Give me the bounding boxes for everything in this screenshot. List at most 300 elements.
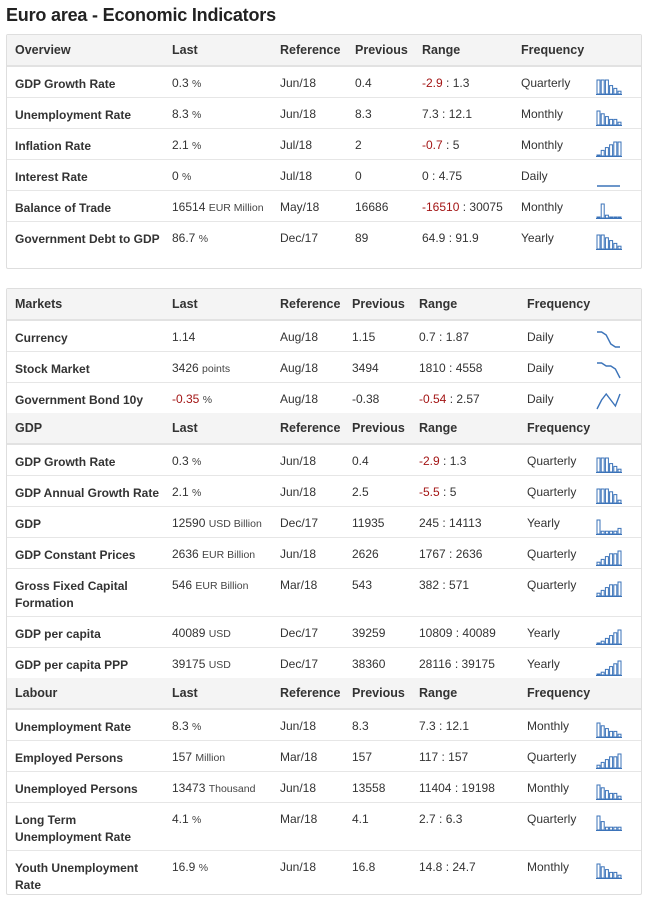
last-value: 546 xyxy=(172,577,193,592)
previous-value: 0.4 xyxy=(344,444,411,475)
indicator-name-link[interactable]: GDP Growth Rate xyxy=(7,444,164,475)
previous-value: 16.8 xyxy=(344,850,411,894)
range-high: 19198 xyxy=(461,780,495,795)
indicator-name-link[interactable]: GDP per capita PPP xyxy=(7,647,164,678)
sparkline-cell[interactable] xyxy=(595,771,641,802)
unit-label: % xyxy=(192,486,202,499)
unit-label: points xyxy=(202,362,231,375)
sparkline-bar xyxy=(605,759,608,767)
range-low: 64.9 xyxy=(422,230,446,245)
last-value: 2636 xyxy=(172,546,199,561)
sparkline-cell[interactable] xyxy=(595,616,641,647)
last-value-cell xyxy=(164,802,272,850)
previous-value: 8.3 xyxy=(347,97,414,128)
sparkline-cell[interactable] xyxy=(595,475,641,506)
indicator-name-link[interactable]: Interest Rate xyxy=(7,159,164,190)
sparkline-bar xyxy=(601,235,604,249)
reference-date: Dec/17 xyxy=(272,221,347,268)
sparkline-cell[interactable] xyxy=(595,647,641,678)
last-value: 13473 xyxy=(172,780,206,795)
sparkline-bar xyxy=(605,790,608,798)
indicator-row-unemployment-rate[interactable] xyxy=(7,709,641,740)
indicator-row-gdp-constant-prices[interactable] xyxy=(7,537,641,568)
range-high: 4558 xyxy=(455,360,483,375)
range-low: 14.8 xyxy=(419,859,443,874)
sparkline-bar xyxy=(618,551,621,565)
unit-label: % xyxy=(198,232,209,245)
sparkline-bar xyxy=(601,590,604,596)
range-cell: 1810 : 4558 xyxy=(411,351,519,382)
sparkline-cell[interactable] xyxy=(595,850,641,894)
sparkline-bar xyxy=(605,116,608,124)
sparkline-bar xyxy=(597,520,600,534)
range-high: 1.3 xyxy=(449,454,467,468)
sparkline-bar xyxy=(610,531,613,534)
range-high: 4.75 xyxy=(438,168,463,183)
sparkline-bar xyxy=(605,80,608,94)
section-title: GDP xyxy=(7,413,164,444)
reference-date: May/18 xyxy=(272,190,347,221)
indicator-name-link[interactable]: Unemployment Rate xyxy=(7,709,164,740)
unit-label: % xyxy=(202,393,213,406)
indicator-row-gdp[interactable] xyxy=(7,506,641,537)
range-cell: -2.9 : 1.3 xyxy=(414,66,513,97)
sparkline-bar xyxy=(610,827,613,830)
range-high: 24.7 xyxy=(452,859,476,874)
sparkline-bar xyxy=(618,217,621,218)
last-value: 157 xyxy=(172,749,193,764)
last-value: 1.14 xyxy=(172,330,196,344)
gdp-annual-growth-rate-sparkline-icon xyxy=(595,485,623,505)
sparkline-bar xyxy=(610,872,613,878)
sparkline-bar xyxy=(618,661,621,675)
sparkline-bar xyxy=(605,237,608,248)
sparkline-bar xyxy=(601,458,604,472)
frequency-label: Monthly xyxy=(513,128,595,159)
indicator-row-government-debt-to-gdp[interactable] xyxy=(7,221,641,268)
sparkline-cell[interactable] xyxy=(595,159,641,190)
sparkline-bar xyxy=(597,785,600,799)
range-cell: -2.9 : 1.3 xyxy=(411,444,519,475)
sparkline-bar xyxy=(601,204,604,218)
sparkline-cell[interactable] xyxy=(595,740,641,771)
unit-label: EUR Million xyxy=(208,201,264,214)
previous-value: 2.5 xyxy=(344,475,411,506)
unemployment-rate-sparkline-icon xyxy=(595,107,623,127)
last-value: 0.3 xyxy=(172,76,189,90)
last-value: 0 xyxy=(172,168,179,183)
sparkline-cell[interactable] xyxy=(595,802,641,850)
sparkline-cell[interactable] xyxy=(595,382,641,413)
column-header-range: Range xyxy=(414,35,513,66)
range-low: -2.9 xyxy=(419,454,440,468)
sparkline-bar xyxy=(597,80,600,94)
frequency-label: Daily xyxy=(519,351,595,382)
section-title: Labour xyxy=(7,678,164,709)
sparkline-cell[interactable] xyxy=(595,320,641,351)
reference-date: Jun/18 xyxy=(272,850,344,894)
sparkline-bar xyxy=(601,559,604,565)
column-header-last: Last xyxy=(164,413,272,444)
indicator-row-gdp-per-capita[interactable] xyxy=(7,616,641,647)
sparkline-bar xyxy=(605,827,608,830)
unit-label: Thousand xyxy=(208,782,256,795)
reference-date: Aug/18 xyxy=(272,382,344,413)
balance-of-trade-sparkline-icon xyxy=(595,200,623,220)
indicator-row-gdp-per-capita-ppp[interactable] xyxy=(7,647,641,678)
frequency-label: Quarterly xyxy=(519,475,595,506)
last-value-cell xyxy=(164,850,272,894)
frequency-label: Monthly xyxy=(513,97,595,128)
range-low: 7.3 xyxy=(422,106,439,121)
reference-date: Jun/18 xyxy=(272,66,347,97)
sparkline-bar xyxy=(614,663,617,674)
last-value-cell xyxy=(164,740,272,771)
range-cell: -16510 : 30075 xyxy=(414,190,513,221)
indicator-row-long-term-unemployment-rate[interactable] xyxy=(7,802,641,850)
section-title: Markets xyxy=(7,289,164,320)
previous-value: 4.1 xyxy=(344,802,411,850)
range-cell: 245 : 14113 xyxy=(411,506,519,537)
indicator-row-gdp-growth-rate[interactable] xyxy=(7,444,641,475)
range-cell: 117 : 157 xyxy=(411,740,519,771)
previous-value: 89 xyxy=(347,221,414,268)
unit-label: USD Billion xyxy=(208,517,262,530)
sparkline-bar xyxy=(610,464,613,472)
indicator-name-link[interactable]: GDP Annual Growth Rate xyxy=(7,475,164,506)
column-header-last: Last xyxy=(164,678,272,709)
frequency-label: Quarterly xyxy=(519,740,595,771)
sparkline-bar xyxy=(605,556,608,564)
sparkline-bar xyxy=(601,113,604,124)
sparkline-bar xyxy=(601,762,604,768)
indicator-name-link[interactable]: Currency xyxy=(7,320,164,351)
range-high: 30075 xyxy=(469,199,503,214)
sparkline-bar xyxy=(614,119,617,125)
reference-date: Jun/18 xyxy=(272,475,344,506)
government-debt-to-gdp-sparkline-icon xyxy=(595,231,623,251)
sparkline-cell[interactable] xyxy=(595,66,641,97)
previous-value: 8.3 xyxy=(344,709,411,740)
sparkline-bar xyxy=(597,593,600,596)
reference-date: Jun/18 xyxy=(272,97,347,128)
range-low: 117 xyxy=(419,749,439,764)
range-high: 571 xyxy=(449,577,470,592)
last-value: 12590 xyxy=(172,515,206,530)
range-low: -2.9 xyxy=(422,76,443,90)
indicator-row-government-bond-10y[interactable] xyxy=(7,382,641,413)
indicator-name-link[interactable]: Employed Persons xyxy=(7,740,164,771)
sparkline-bar xyxy=(597,155,600,156)
last-value: 8.3 xyxy=(172,106,189,121)
indicator-row-gdp-growth-rate[interactable] xyxy=(7,66,641,97)
unit-label: EUR Billion xyxy=(202,548,256,561)
unit-label: % xyxy=(198,861,209,874)
indicator-name-link[interactable]: Government Debt to GDP xyxy=(7,221,164,268)
gdp-growth-rate-sparkline-icon xyxy=(595,76,623,96)
unit-label: % xyxy=(192,108,202,121)
sparkline-bar xyxy=(601,80,604,94)
frequency-label: Yearly xyxy=(519,506,595,537)
indicator-name-link[interactable]: Unemployment Rate xyxy=(7,97,164,128)
previous-value: 157 xyxy=(344,740,411,771)
column-header-frequency: Frequency xyxy=(519,678,595,709)
last-value-cell xyxy=(164,351,272,382)
column-header-previous: Previous xyxy=(347,35,414,66)
range-low: 2.7 xyxy=(419,811,436,826)
previous-value: 543 xyxy=(344,568,411,616)
range-low: -0.7 xyxy=(422,137,443,152)
indicator-name-link[interactable]: Balance of Trade xyxy=(7,190,164,221)
indicator-name-link[interactable]: Youth Unemployment Rate xyxy=(7,850,164,894)
sparkline-bar xyxy=(618,469,621,472)
range-high: 5 xyxy=(452,137,460,152)
indicator-row-unemployment-rate[interactable] xyxy=(7,97,641,128)
indicator-row-employed-persons[interactable] xyxy=(7,740,641,771)
indicator-name-link[interactable]: Long Term Unemployment Rate xyxy=(7,802,164,850)
previous-value: 38360 xyxy=(344,647,411,678)
previous-value: 3494 xyxy=(344,351,411,382)
last-value-cell xyxy=(164,444,272,475)
sparkline-bar xyxy=(601,489,604,503)
section-header-markets xyxy=(7,289,641,320)
range-high: 12.1 xyxy=(445,719,470,733)
sparkline-bar xyxy=(614,217,617,218)
indicator-name-link[interactable]: Inflation Rate xyxy=(7,128,164,159)
sparkline-bar xyxy=(605,869,608,877)
sparkline-cell[interactable] xyxy=(595,537,641,568)
sparkline-bar xyxy=(614,632,617,643)
indicator-name-link[interactable]: Gross Fixed Capital Formation xyxy=(7,568,164,616)
frequency-label: Quarterly xyxy=(519,802,595,850)
range-low: 382 xyxy=(419,577,440,592)
column-header-previous: Previous xyxy=(344,413,411,444)
last-value-cell xyxy=(164,475,272,506)
range-low: 245 xyxy=(419,515,440,530)
sparkline-bar xyxy=(605,729,608,737)
reference-date: Jun/18 xyxy=(272,537,344,568)
column-header-chart xyxy=(595,289,641,320)
sparkline-cell[interactable] xyxy=(595,97,641,128)
sparkline-bar xyxy=(618,630,621,644)
sparkline-bar xyxy=(605,458,608,472)
sparkline-cell[interactable] xyxy=(595,506,641,537)
column-header-reference: Reference xyxy=(272,413,344,444)
frequency-label: Yearly xyxy=(513,221,595,268)
sparkline-bar xyxy=(597,217,600,218)
sparkline-bar xyxy=(610,553,613,564)
unit-label: % xyxy=(192,456,202,468)
last-value: 16514 xyxy=(172,199,206,214)
column-header-last: Last xyxy=(164,289,272,320)
indicator-table xyxy=(7,289,641,894)
reference-date: Jun/18 xyxy=(272,771,344,802)
indicator-row-balance-of-trade[interactable] xyxy=(7,190,641,221)
sparkline-bar xyxy=(605,587,608,595)
sparkline-cell[interactable] xyxy=(595,351,641,382)
reference-date: Mar/18 xyxy=(272,802,344,850)
sparkline-bar xyxy=(614,731,617,737)
sparkline-cell[interactable] xyxy=(595,444,641,475)
range-high: 91.9 xyxy=(455,230,479,245)
column-header-range: Range xyxy=(411,413,519,444)
interest-rate-sparkline-icon xyxy=(595,169,623,189)
indicator-name-link[interactable]: GDP xyxy=(7,506,164,537)
range-low: 1810 xyxy=(419,360,446,375)
range-cell: 11404 : 19198 xyxy=(411,771,519,802)
column-header-chart xyxy=(595,413,641,444)
sparkline-bar xyxy=(597,674,600,675)
last-value: -0.35 xyxy=(172,391,200,406)
sparkline-bar xyxy=(614,756,617,767)
sparkline-bar xyxy=(605,638,608,644)
sparkline-bar xyxy=(618,827,621,830)
column-header-frequency: Frequency xyxy=(519,413,595,444)
column-header-range: Range xyxy=(411,289,519,320)
indicator-row-inflation-rate[interactable] xyxy=(7,128,641,159)
sparkline-bar xyxy=(618,91,621,94)
sparkline-cell[interactable] xyxy=(595,709,641,740)
previous-value: 13558 xyxy=(344,771,411,802)
sparkline-bar xyxy=(610,119,613,125)
sparkline-cell[interactable] xyxy=(595,190,641,221)
reference-date: Jul/18 xyxy=(272,128,347,159)
frequency-label: Quarterly xyxy=(519,537,595,568)
column-header-reference: Reference xyxy=(272,678,344,709)
stock-market-sparkline-icon xyxy=(595,361,623,381)
reference-date: Dec/17 xyxy=(272,506,344,537)
previous-value: 0 xyxy=(347,159,414,190)
sparkline-bar xyxy=(618,122,621,125)
sparkline-bar xyxy=(597,489,600,503)
sparkline-bar xyxy=(618,734,621,737)
last-value: 16.9 xyxy=(172,859,196,874)
column-header-last: Last xyxy=(164,35,272,66)
government-bond-10y-sparkline-icon xyxy=(595,392,623,412)
sparkline-bar xyxy=(605,489,608,503)
range-cell: 64.9 : 91.9 xyxy=(414,221,513,268)
indicator-name-link[interactable]: GDP Constant Prices xyxy=(7,537,164,568)
inflation-rate-sparkline-icon xyxy=(595,138,623,158)
unit-label: % xyxy=(192,813,202,826)
indicator-name-link[interactable]: GDP per capita xyxy=(7,616,164,647)
section-header-overview xyxy=(7,35,641,66)
sparkline-cell[interactable] xyxy=(595,221,641,268)
unit-label: % xyxy=(192,78,202,90)
last-value-cell xyxy=(164,320,272,351)
sparkline-bar xyxy=(614,793,617,799)
indicator-row-youth-unemployment-rate[interactable] xyxy=(7,850,641,894)
unemployment-rate-sparkline-icon xyxy=(595,719,623,739)
sparkline-bar xyxy=(610,144,613,155)
range-low: 10809 xyxy=(419,625,453,640)
sparkline-cell[interactable] xyxy=(595,128,641,159)
sparkline-bar xyxy=(614,827,617,830)
sparkline-path xyxy=(597,394,620,409)
last-value-cell xyxy=(164,66,272,97)
employed-persons-sparkline-icon xyxy=(595,750,623,770)
reference-date: Mar/18 xyxy=(272,568,344,616)
sparkline-bar xyxy=(597,816,600,830)
range-cell: 0 : 4.75 xyxy=(414,159,513,190)
overview-table-panel xyxy=(6,34,642,269)
sparkline-bar xyxy=(618,142,621,156)
last-value-cell xyxy=(164,616,272,647)
sparkline-bar xyxy=(610,731,613,737)
unit-label: % xyxy=(192,139,202,152)
sparkline-bar xyxy=(610,756,613,767)
indicator-name-link[interactable]: Stock Market xyxy=(7,351,164,382)
sparkline-bar xyxy=(601,531,604,534)
indicator-row-interest-rate[interactable] xyxy=(7,159,641,190)
range-cell: -0.7 : 5 xyxy=(414,128,513,159)
range-cell: 7.3 : 12.1 xyxy=(414,97,513,128)
indicator-row-stock-market[interactable] xyxy=(7,351,641,382)
range-cell: 14.8 : 24.7 xyxy=(411,850,519,894)
reference-date: Dec/17 xyxy=(272,616,344,647)
sparkline-bar xyxy=(614,531,617,534)
previous-value: 39259 xyxy=(344,616,411,647)
previous-value: 16686 xyxy=(347,190,414,221)
indicator-row-currency[interactable] xyxy=(7,320,641,351)
range-cell: 10809 : 40089 xyxy=(411,616,519,647)
section-header-gdp xyxy=(7,413,641,444)
column-header-chart xyxy=(595,678,641,709)
previous-value: -0.38 xyxy=(344,382,411,413)
frequency-label: Yearly xyxy=(519,647,595,678)
sparkline-bar xyxy=(614,872,617,878)
indicator-row-gross-fixed-capital-formation[interactable] xyxy=(7,568,641,616)
sparkline-bar xyxy=(610,240,613,248)
last-value: 40089 xyxy=(172,625,206,640)
sparkline-bar xyxy=(618,875,621,878)
frequency-label: Monthly xyxy=(513,190,595,221)
range-cell: 382 : 571 xyxy=(411,568,519,616)
section-header-labour xyxy=(7,678,641,709)
sparkline-bar xyxy=(601,726,604,737)
sparkline-cell[interactable] xyxy=(595,568,641,616)
last-value: 8.3 xyxy=(172,719,189,733)
indicator-name-link[interactable]: Government Bond 10y xyxy=(7,382,164,413)
sparkline-bar xyxy=(597,723,600,737)
range-low: -16510 xyxy=(422,199,460,214)
unemployed-persons-sparkline-icon xyxy=(595,781,623,801)
sparkline-bar xyxy=(597,111,600,125)
indicator-name-link[interactable]: GDP Growth Rate xyxy=(7,66,164,97)
last-value-cell xyxy=(164,221,272,268)
range-low: -0.54 xyxy=(419,391,447,406)
indicator-name-link[interactable]: Unemployed Persons xyxy=(7,771,164,802)
sparkline-bar xyxy=(597,864,600,878)
gdp-per-capita-ppp-sparkline-icon xyxy=(595,657,623,677)
sparkline-bar xyxy=(601,821,604,829)
indicator-row-gdp-annual-growth-rate[interactable] xyxy=(7,475,641,506)
indicator-table xyxy=(7,35,641,268)
range-high: 14113 xyxy=(449,515,482,530)
last-value-cell xyxy=(164,771,272,802)
last-value: 86.7 xyxy=(172,230,196,245)
sparkline-bar xyxy=(601,787,604,798)
column-header-previous: Previous xyxy=(344,678,411,709)
range-high: 40089 xyxy=(462,625,496,640)
sparkline-bar xyxy=(610,86,613,94)
last-value-cell xyxy=(164,709,272,740)
range-cell: 28116 : 39175 xyxy=(411,647,519,678)
reference-date: Jun/18 xyxy=(272,709,344,740)
sparkline-bar xyxy=(618,796,621,799)
reference-date: Mar/18 xyxy=(272,740,344,771)
indicator-row-unemployed-persons[interactable] xyxy=(7,771,641,802)
